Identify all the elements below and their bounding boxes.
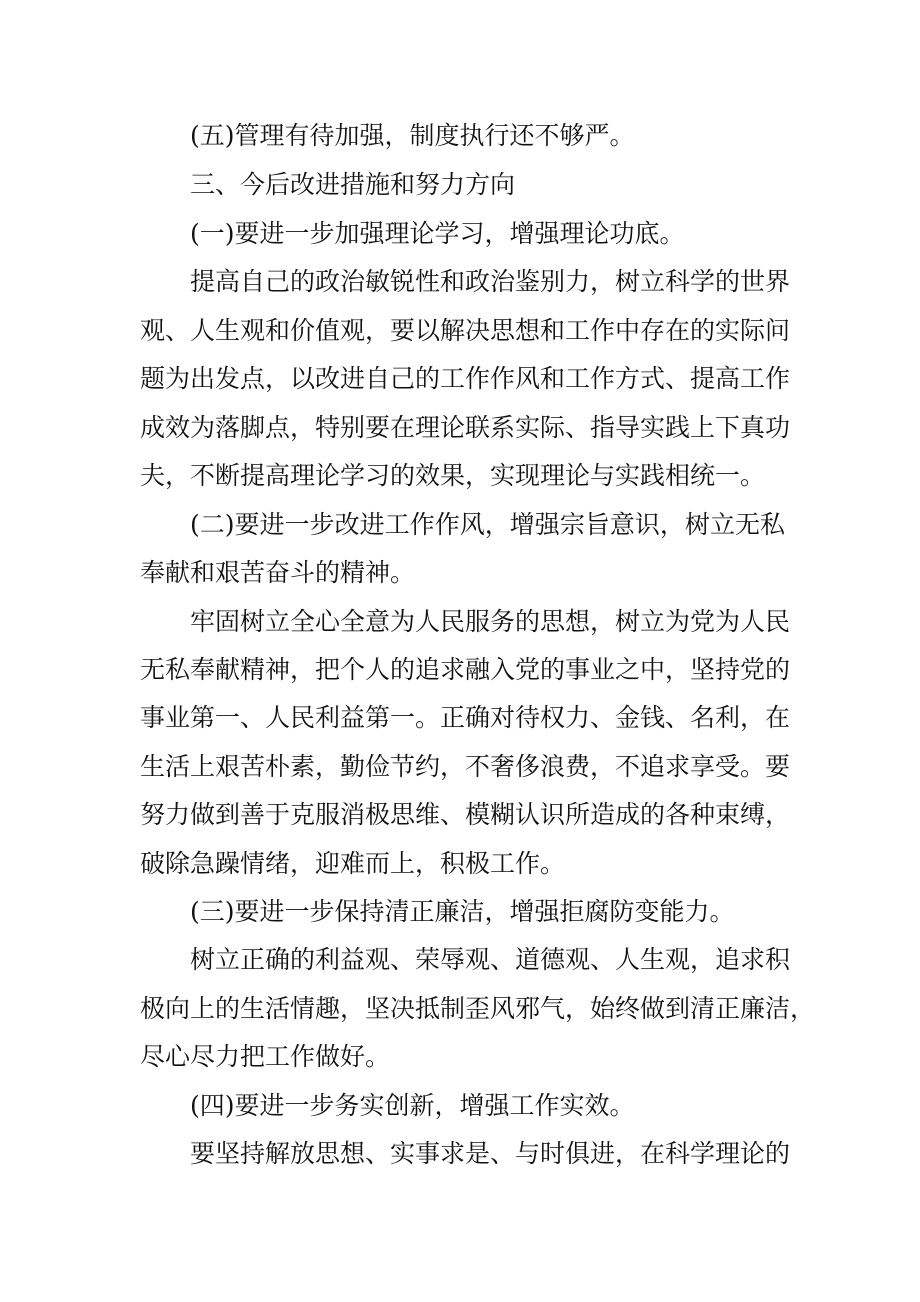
paragraph-line: (五)管理有待加强，制度执行还不够严。 [190,121,635,150]
subsection-heading: (三)要进一步保持清正廉洁，增强拒腐防变能力。 [190,897,735,926]
subsection-heading-cont: 奉献和艰苦奋斗的精神。 [140,558,416,587]
paragraph-line: 题为出发点，以改进自己的工作作风和工作方式、提高工作 [140,364,791,393]
subsection-heading: (四)要进一步务实创新，增强工作实效。 [190,1091,635,1120]
paragraph-line: 尽心尽力把工作做好。 [140,1042,391,1071]
paragraph-line: 生活上艰苦朴素，勤俭节约，不奢侈浪费，不追求享受。要 [140,752,791,781]
paragraph-line: 牢固树立全心全意为人民服务的思想，树立为党为人民 [190,607,791,636]
subsection-heading: (一)要进一步加强理论学习，增强理论功底。 [190,219,685,248]
paragraph-line: 成效为落脚点，特别要在理论联系实际、指导实践上下真功 [140,413,791,442]
paragraph-line: 破除急躁情绪，迎难而上，积极工作。 [140,849,566,878]
paragraph-line: 努力做到善于克服消极思维、模糊认识所造成的各种束缚， [140,800,791,829]
paragraph-line: 极向上的生活情趣，坚决抵制歪风邪气，始终做到清正廉洁， [140,994,816,1023]
paragraph-line: 无私奉献精神，把个人的追求融入党的事业之中，坚持党的 [140,655,791,684]
paragraph-line: 夫，不断提高理论学习的效果，实现理论与实践相统一。 [140,461,766,490]
paragraph-line: 要坚持解放思想、实事求是、与时俱进，在科学理论的 [190,1139,791,1168]
paragraph-line: 事业第一、人民利益第一。正确对待权力、金钱、名利，在 [140,703,791,732]
section-heading: 三、今后改进措施和努力方向 [190,170,516,199]
paragraph-line: 树立正确的利益观、荣辱观、道德观、人生观，追求积 [190,945,791,974]
paragraph-line: 观、人生观和价值观，要以解决思想和工作中存在的实际问 [140,316,791,345]
subsection-heading: (二)要进一步改进工作作风，增强宗旨意识，树立无私 [190,510,785,539]
paragraph-line: 提高自己的政治敏锐性和政治鉴别力，树立科学的世界 [190,267,791,296]
